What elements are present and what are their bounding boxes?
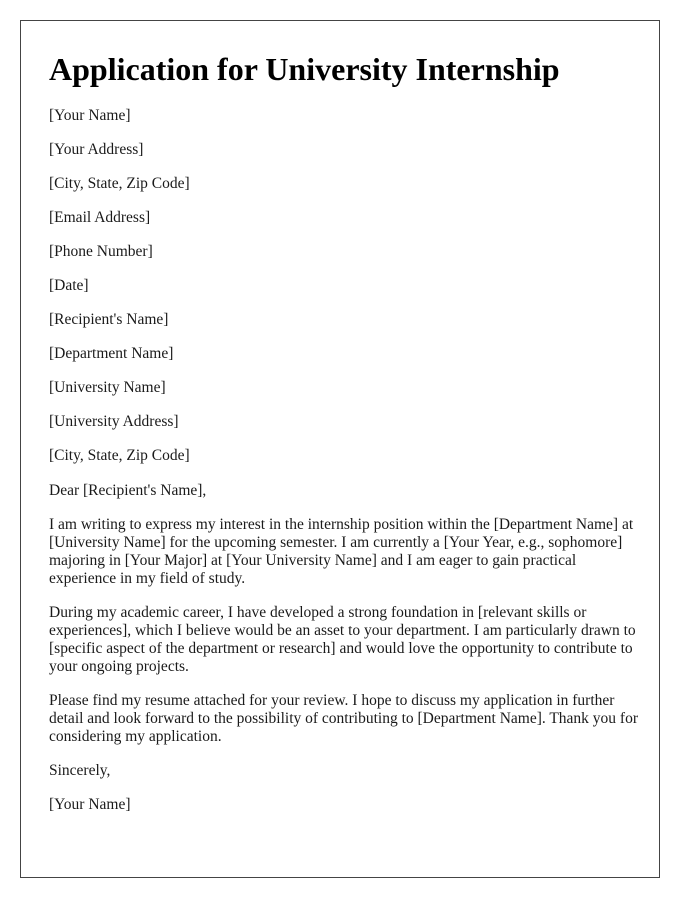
letter-paragraph-closing: Please find my resume attached for your review. I hope to discuss my application in further detail and look forward to the possibility of contributing to [Department Name]. Thank you for considering my application. <box>49 692 639 745</box>
letter-header-block <box>49 106 190 480</box>
sender-phone: [Phone Number] <box>49 243 153 260</box>
letter-date: [Date] <box>49 277 89 294</box>
letter-closing: Sincerely, <box>49 762 111 779</box>
recipient-name: [Recipient's Name] <box>49 311 169 328</box>
sender-city-state-zip: [City, State, Zip Code] <box>49 175 190 192</box>
recipient-university: [University Name] <box>49 379 166 396</box>
recipient-city-state-zip: [City, State, Zip Code] <box>49 447 190 464</box>
recipient-university-address: [University Address] <box>49 413 179 430</box>
recipient-department: [Department Name] <box>49 345 174 362</box>
letter-paragraph-intro: I am writing to express my interest in the internship position within the [Department Name] at [University Name] for the upcoming semester. I am currently a [Your Year, e.g., sophomore] majoring in [Your Major] at [Your University Name] and I am eager to gain practical experience in my field of study. <box>49 516 634 587</box>
letter-title: Application for University Internship <box>49 51 560 87</box>
sender-email: [Email Address] <box>49 209 151 226</box>
letter-paragraph-experience: During my academic career, I have developed a strong foundation in [relevant skills or experiences], which I believe would be an asset to your department. I am particularly drawn to [specific aspect of the department or research] and would love the opportunity to contribute to your ongoing projects. <box>49 604 636 675</box>
letter-page <box>20 20 660 878</box>
sender-address: [Your Address] <box>49 141 144 158</box>
letter-greeting: Dear [Recipient's Name], <box>49 482 207 499</box>
sender-name: [Your Name] <box>49 107 131 124</box>
letter-signature: [Your Name] <box>49 796 131 813</box>
